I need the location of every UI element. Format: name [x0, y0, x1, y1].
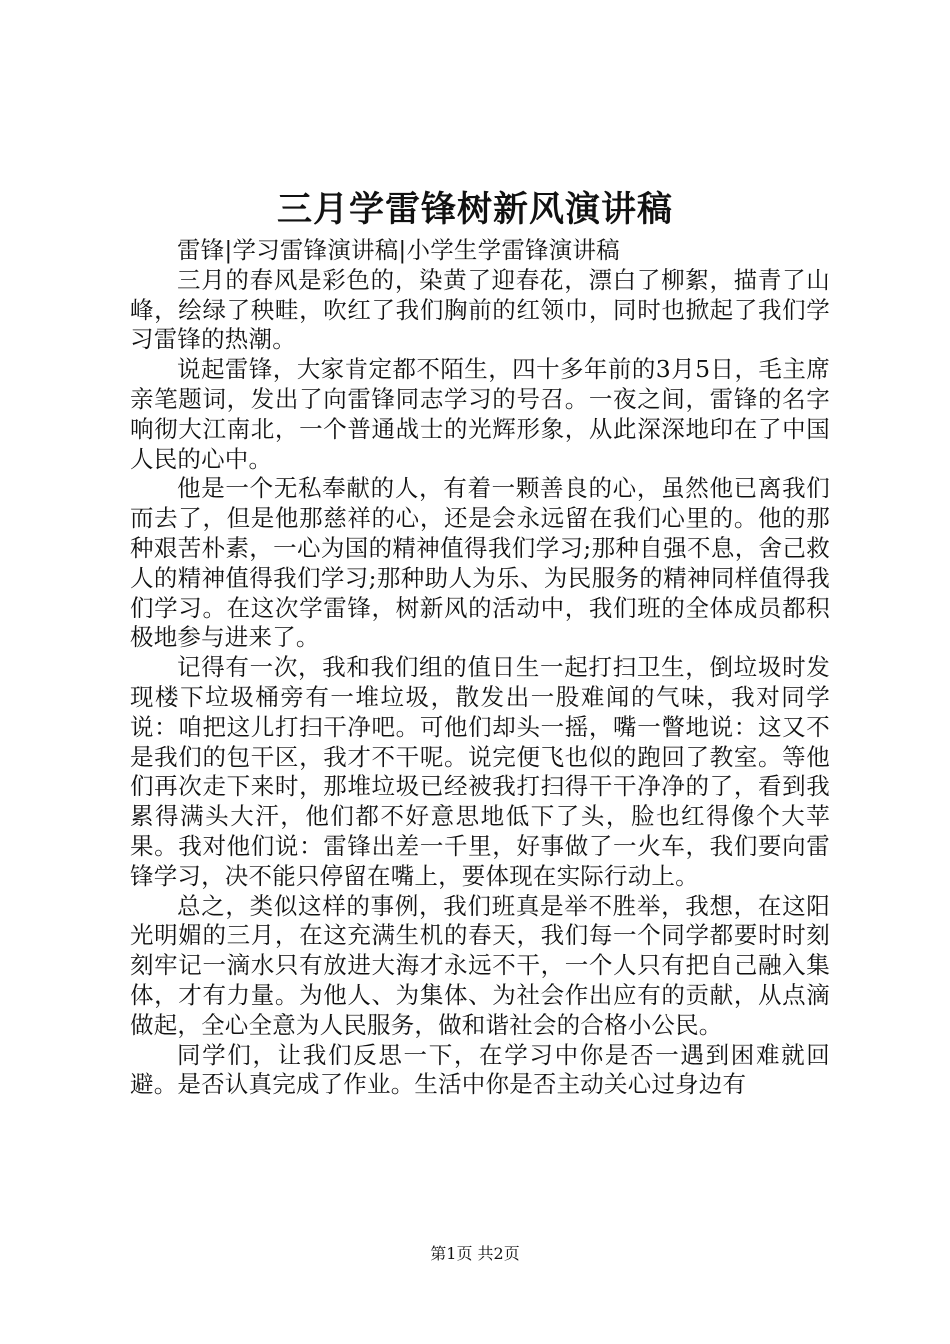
document-title: 三月学雷锋树新风演讲稿 — [276, 189, 673, 230]
paragraph: 总之，类似这样的事例，我们班真是举不胜举，我想，在这阳光明媚的三月，在这充满生机的春天，我们每一个同学都要时时刻刻牢记一滴水只有放进大海才永远不干，一个人只有把自己融入集体，才有力量。为他人、为集体、为社会作出应有的贡献，从点滴做起，全心全意为人民服务，做和谐社会的合格小公民。 — [130, 891, 830, 1039]
paragraph-tags: 雷锋|学习雷锋演讲稿|小学生学雷锋演讲稿 — [177, 236, 620, 264]
page-footer — [0, 1244, 950, 1264]
document-body — [130, 236, 830, 1100]
page-total: 共2页 — [477, 1244, 520, 1263]
paragraph: 他是一个无私奉献的人，有着一颗善良的心，虽然他已离我们而去了，但是他那慈祥的心，还是会永远留在我们心里的。他的那种艰苦朴素，一心为国的精神值得我们学习;那种自强不息，舍己救人的精神值得我们学习;那种助人为乐、为民服务的精神同样值得我们学习。在这次学雷锋，树新风的活动中，我们班的全体成员都积极地参与进来了。 — [130, 474, 830, 652]
paragraph: 说起雷锋，大家肯定都不陌生，四十多年前的3月5日，毛主席亲笔题词，发出了向雷锋同志学习的号召。一夜之间，雷锋的名字响彻大江南北，一个普通战士的光辉形象，从此深深地印在了中国人民的心中。 — [130, 355, 830, 473]
page-number: 第1页 — [430, 1244, 473, 1263]
paragraph: 三月的春风是彩色的，染黄了迎春花，漂白了柳絮，描青了山峰，绘绿了秧畦，吹红了我们胸前的红领巾，同时也掀起了我们学习雷锋的热潮。 — [130, 265, 830, 354]
paragraph: 记得有一次，我和我们组的值日生一起打扫卫生，倒垃圾时发现楼下垃圾桶旁有一堆垃圾，散发出一股难闻的气味，我对同学说：咱把这儿打扫干净吧。可他们却头一摇，嘴一瞥地说：这又不是我们的包干区，我才不干呢。说完便飞也似的跑回了教室。等他们再次走下来时，那堆垃圾已经被我打扫得干干净净的了，看到我累得满头大汗，他们都不好意思地低下了头，脸也红得像个大苹果。我对他们说：雷锋出差一千里，好事做了一火车，我们要向雷锋学习，决不能只停留在嘴上，要体现在实际行动上。 — [130, 653, 830, 890]
paragraph: 同学们，让我们反思一下，在学习中你是否一遇到困难就回避。是否认真完成了作业。生活中你是否主动关心过身边有 — [130, 1040, 830, 1099]
